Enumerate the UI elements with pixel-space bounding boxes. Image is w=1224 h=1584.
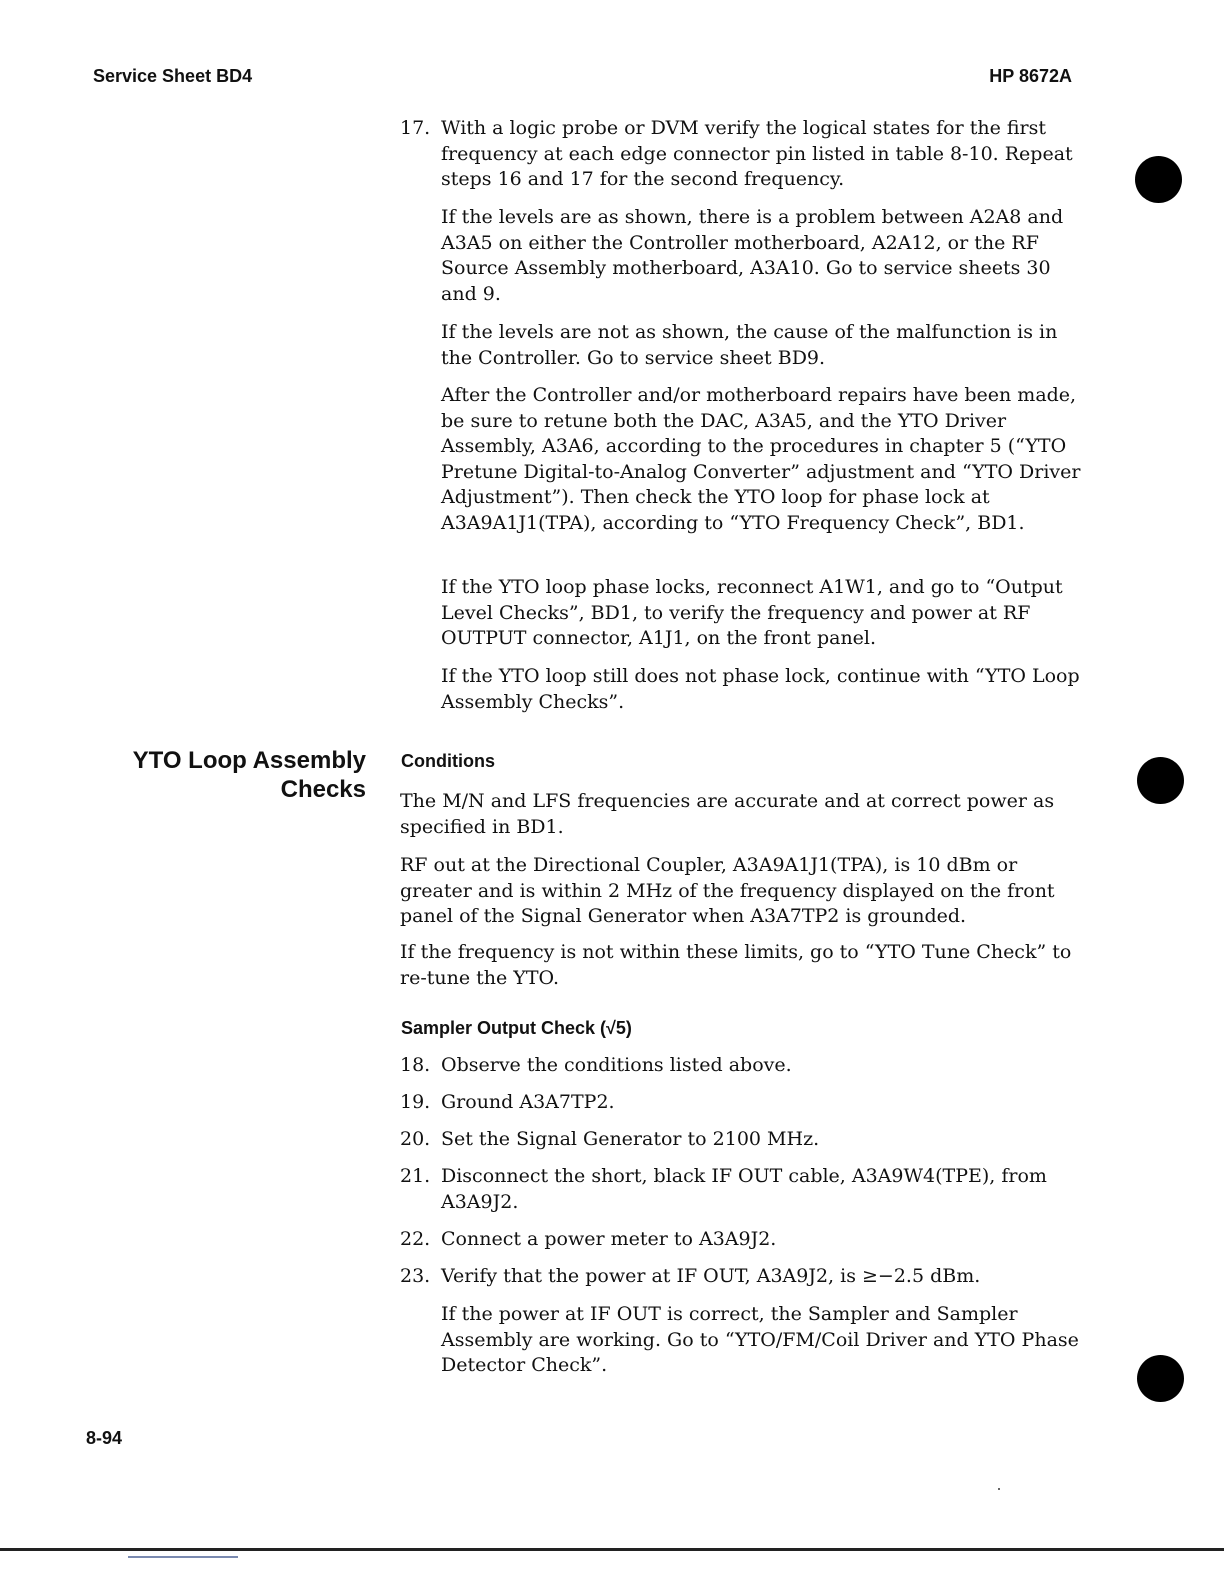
step-number: 19. [400, 1091, 431, 1113]
condition-paragraph: If the frequency is not within these limits, go to “YTO Tune Check” to re-tune the YTO. [400, 941, 1072, 989]
binder-hole-middle [1137, 757, 1184, 804]
section-title [100, 746, 366, 804]
step-text: Set the Signal Generator to 2100 MHz. [441, 1128, 820, 1150]
binder-hole-bottom [1137, 1355, 1184, 1402]
step-number: 21. [400, 1165, 431, 1187]
step-text: With a logic probe or DVM verify the logical states for the first frequency at each edge connector pin listed in table 8-10. Repeat steps 16 and 17 for the second frequency. [441, 117, 1073, 190]
step-21 [400, 1164, 1080, 1215]
step-number: 22. [400, 1228, 431, 1250]
step-number: 20. [400, 1128, 431, 1150]
header-left: Service Sheet BD4 [93, 66, 253, 86]
sampler-heading: Sampler Output Check (√5) [401, 1018, 632, 1038]
final-paragraph: If the power at IF OUT is correct, the Sampler and Sampler Assembly are working. Go to “YTO/FM/Coil Driver and YTO Phase Detector Check”. [441, 1303, 1079, 1376]
paragraph-levels-shown: If the levels are as shown, there is a problem between A2A8 and A3A5 on either the Controller motherboard, A2A12, or the RF Source Assembly motherboard, A3A10. Go to service sheets 30 and 9. [441, 206, 1064, 305]
page-number: 8-94 [86, 1428, 123, 1448]
step-number: 18. [400, 1054, 431, 1076]
section-title-line2: Checks [280, 776, 366, 803]
step-text: Observe the conditions listed above. [441, 1054, 792, 1076]
condition-paragraph: RF out at the Directional Coupler, A3A9A1J1(TPA), is 10 dBm or greater and is within 2 MHz of the frequency displayed on the front panel of the Signal Generator when A3A7TP2 is grounded. [400, 854, 1055, 927]
conditions-heading: Conditions [401, 751, 495, 771]
step-number: 23. [400, 1265, 431, 1287]
header-right: HP 8672A [989, 66, 1072, 86]
paragraph-still-no-lock: If the YTO loop still does not phase lock, continue with “YTO Loop Assembly Checks”. [441, 665, 1080, 713]
scan-speck [998, 1488, 1000, 1490]
section-title-line1: YTO Loop Assembly [132, 747, 366, 774]
condition-paragraph: The M/N and LFS frequencies are accurate and at correct power as specified in BD1. [400, 790, 1055, 838]
step-text: Disconnect the short, black IF OUT cable, A3A9W4(TPE), from A3A9J2. [441, 1165, 1047, 1213]
step-23 [400, 1264, 1080, 1290]
binder-hole-top [1135, 156, 1182, 203]
step-17 [400, 116, 1080, 193]
step-text: Connect a power meter to A3A9J2. [441, 1228, 777, 1250]
bottom-rule-secondary [128, 1556, 238, 1558]
paragraph-levels-not-shown: If the levels are not as shown, the cause of the malfunction is in the Controller. Go to service sheet BD9. [441, 321, 1058, 369]
step-number: 17. [400, 117, 431, 139]
step-20 [400, 1127, 1080, 1153]
step-22 [400, 1227, 1080, 1253]
step-19 [400, 1090, 1080, 1116]
step-text: Ground A3A7TP2. [441, 1091, 615, 1113]
paragraph-after-repairs: After the Controller and/or motherboard repairs have been made, be sure to retune both the DAC, A3A5, and the YTO Driver Assembly, A3A6, according to the procedures in chapter 5 (“YTO Pretune Digital-to-Analog Converter” adjustment and “YTO Driver Adjustment”). Then check the YTO loop for phase lock at A3A9A1J1(TPA), according to “YTO Frequency Check”, BD1. [441, 384, 1081, 534]
step-18 [400, 1053, 1080, 1079]
step-text: Verify that the power at IF OUT, A3A9J2, is ≥−2.5 dBm. [441, 1265, 981, 1287]
bottom-rule [0, 1548, 1224, 1551]
paragraph-phase-locks: If the YTO loop phase locks, reconnect A1W1, and go to “Output Level Checks”, BD1, to verify the frequency and power at RF OUTPUT connector, A1J1, on the front panel. [441, 576, 1063, 649]
